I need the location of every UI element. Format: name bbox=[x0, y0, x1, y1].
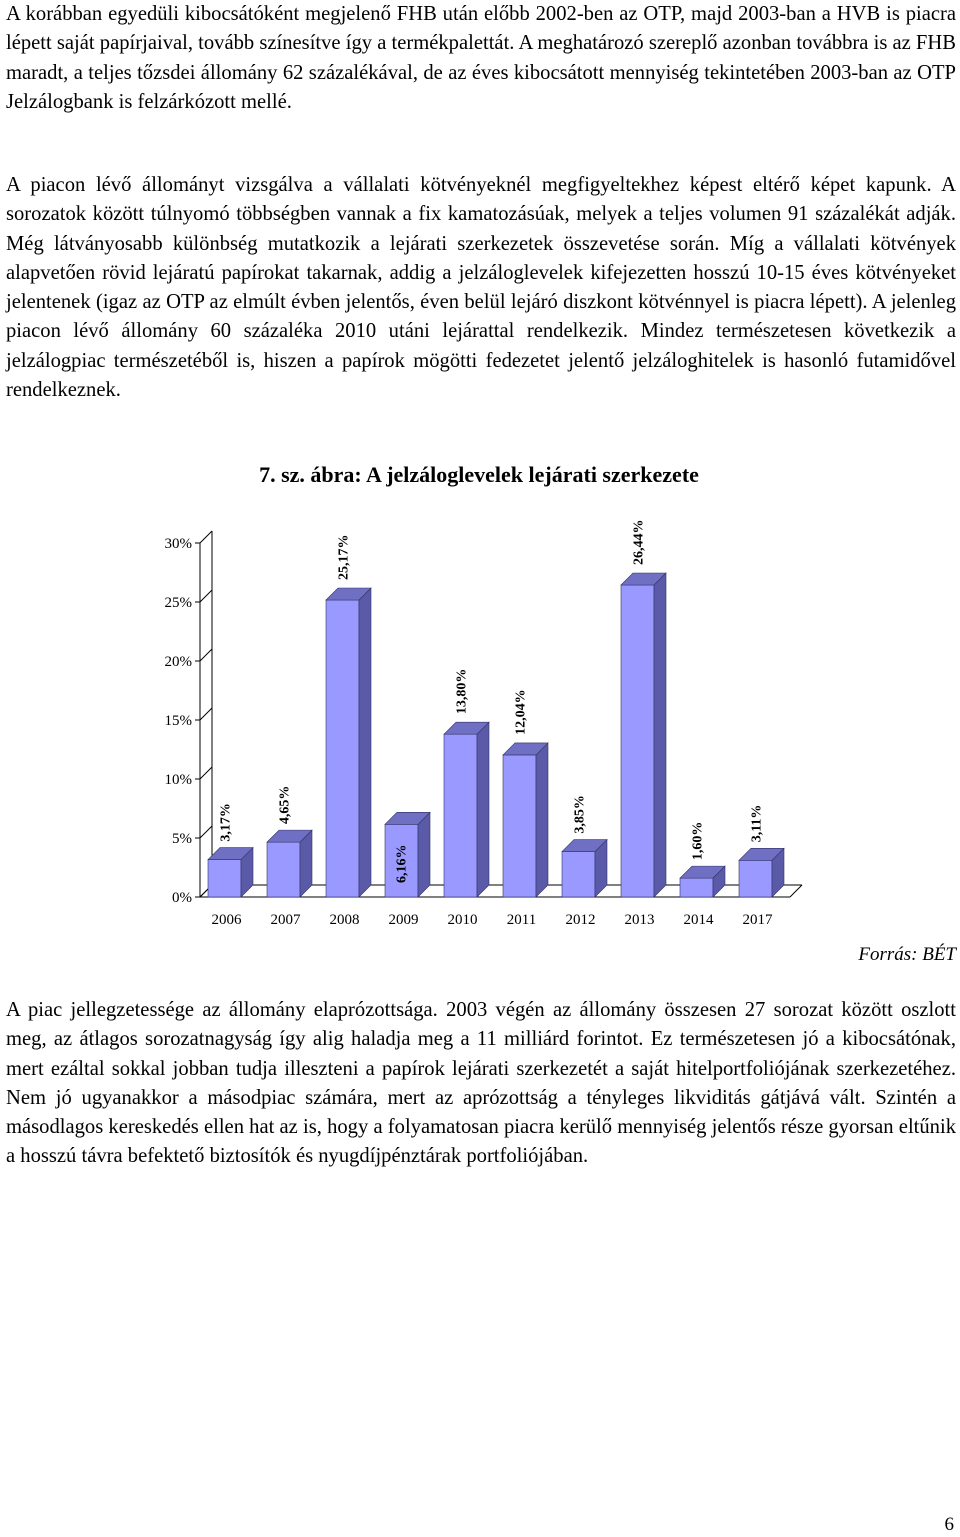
x-tick-label: 2006 bbox=[211, 912, 242, 928]
bar-2010 bbox=[444, 734, 477, 897]
bar-2014 bbox=[680, 878, 713, 897]
bar-value-label: 3,17% bbox=[218, 803, 234, 842]
bar-2013 bbox=[621, 585, 654, 897]
x-tick-label: 2010 bbox=[447, 912, 478, 928]
y-tick-depth bbox=[200, 708, 212, 720]
bar-side-2008 bbox=[359, 588, 371, 897]
paragraph-3: A piac jellegzetessége az állomány elaprózottsága. 2003 végén az állomány összesen 27 sorozat között oszlott meg, az átlagos sorozatnagyság így alig haladja meg a 11 milliárd forintot. Ez természetesen jó a kibocsátónak, mert ezáltal sokkal jobban tudja illeszteni a papírok lejárati szerkezetét a saját hitelportfoliójának szerkezetéhez. Nem jó ugyanakkor a másodpiac számára, mert az aprózottság a tényleges likviditás gátjává vált. Szintén a másodlagos kereskedés ellen hat az is, hogy a folyamatosan piacra kerülő mennyiség jelentős része gyorsan eltűnik a hosszú távra befektető biztosítók és nyugdíjpénztárak portfoliójában. bbox=[6, 999, 956, 1168]
bar-side-2013 bbox=[654, 573, 666, 897]
bar-value-label: 3,11% bbox=[749, 804, 765, 843]
source-note: Forrás: BÉT bbox=[858, 944, 956, 965]
bar-value-label: 25,17% bbox=[336, 534, 352, 580]
x-tick-label: 2013 bbox=[624, 912, 655, 928]
x-tick-label: 2009 bbox=[388, 912, 419, 928]
bar-2017 bbox=[739, 860, 772, 897]
bar-2011 bbox=[503, 755, 536, 897]
y-tick-depth bbox=[200, 826, 212, 838]
bar-2012 bbox=[562, 852, 595, 897]
y-tick-depth bbox=[200, 649, 212, 661]
x-tick-label: 2008 bbox=[329, 912, 360, 928]
y-tick-label: 30% bbox=[164, 536, 192, 552]
x-tick-label: 2012 bbox=[565, 912, 596, 928]
x-tick-label: 2017 bbox=[742, 912, 773, 928]
bar-value-label: 3,85% bbox=[572, 795, 588, 834]
y-tick-label: 5% bbox=[172, 831, 192, 847]
y-tick-label: 0% bbox=[172, 890, 192, 906]
bar-value-label: 6,16% bbox=[394, 844, 410, 883]
paragraph-1: A korábban egyedüli kibocsátóként megjelenő FHB után előbb 2002-ben az OTP, majd 2003-ban a HVB is piacra lépett saját papírjaival, tovább színesítve így a termékpalettát. A meghatározó szereplő azonban továbbra is az FHB maradt, a teljes tőzsdei állomány 62 százalékával, de az éves kibocsátott mennyiség tekintetében 2003-ban az OTP Jelzálogbank is felzárkózott mellé. bbox=[6, 3, 956, 113]
page-number: 6 bbox=[944, 1514, 954, 1535]
y-tick-label: 10% bbox=[164, 772, 192, 788]
bar-value-label: 4,65% bbox=[277, 785, 293, 825]
y-tick-depth bbox=[200, 590, 212, 602]
x-tick-label: 2014 bbox=[683, 912, 714, 928]
y-tick-label: 25% bbox=[164, 595, 192, 611]
bar-side-2010 bbox=[477, 722, 489, 897]
paragraph-2: A piacon lévő állományt vizsgálva a vállalati kötvényeknél megfigyeltekhez képest eltérő képet kapunk. A sorozatok között túlnyomó többségben vannak a fix kamatozásúak, melyek a teljes volumen 91 százalékát adják. Még látványosabb különbség mutatkozik a lejárati szerkezetek összevetése során. Míg a vállalati kötvények alapvetően rövid lejáratú papírokat takarnak, addig a jelzáloglevelek kifejezetten hosszú 10-15 éves kötvényeket jelentenek (igaz az OTP az elmúlt évben jelentős, éven belül lejáró diszkont kötvénnyel is piacra lépett). A jelenleg piacon lévő állomány 60 százaléka 2010 utáni lejárattal rendelkezik. Mindez természetesen következik a jelzálogpiac természetéből is, hiszen a papírok mögötti fedezetet jelentő jelzáloghitelek is hasonló futamidővel rendelkeznek. bbox=[6, 174, 956, 402]
y-tick-label: 20% bbox=[164, 654, 192, 670]
bar-side-2011 bbox=[536, 743, 548, 897]
bar-2006 bbox=[208, 860, 241, 897]
y-tick-depth bbox=[200, 531, 212, 543]
bar-value-label: 26,44% bbox=[631, 519, 647, 566]
bar-value-label: 13,80% bbox=[454, 668, 470, 715]
figure-caption-text: 7. sz. ábra: A jelzáloglevelek lejárati szerkezete bbox=[259, 462, 699, 487]
bar-side-2009 bbox=[418, 812, 430, 897]
bar-value-label: 1,60% bbox=[690, 821, 706, 861]
y-tick-depth bbox=[200, 767, 212, 779]
x-tick-label: 2011 bbox=[506, 912, 537, 928]
bar-value-label: 12,04% bbox=[513, 689, 529, 735]
x-tick-label: 2007 bbox=[270, 912, 301, 928]
y-tick-label: 15% bbox=[164, 713, 192, 729]
bar-2008 bbox=[326, 600, 359, 897]
bar-2007 bbox=[267, 842, 300, 897]
chart-floor-corner-right bbox=[790, 885, 802, 897]
